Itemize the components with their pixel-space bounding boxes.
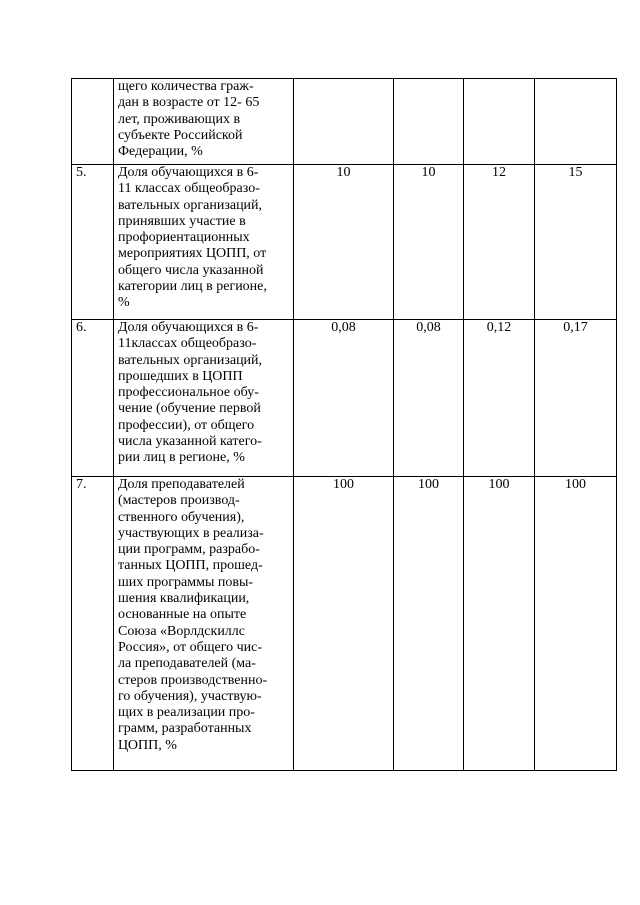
value-cell: 100 (464, 477, 535, 771)
value-cell (464, 79, 535, 165)
row-number: 5. (72, 165, 114, 320)
table-row (72, 320, 617, 477)
indicator-description: Доля обучающихся в 6- 11классах общеобразо- вательных организаций, прошедших в ЦОПП профессиональное обу- чение (обучение первой профессии), от общего числа указанной катего- рии лиц в регионе, % (114, 320, 294, 477)
value-cell: 0,12 (464, 320, 535, 477)
value-cell: 100 (294, 477, 394, 771)
indicator-description: Доля обучающихся в 6- 11 классах общеобразо- вательных организаций, принявших участие в профориентационных мероприятиях ЦОПП, от общего числа указанной категории лиц в регионе, % (114, 165, 294, 320)
value-cell (294, 79, 394, 165)
value-cell: 100 (394, 477, 464, 771)
indicators-table (71, 78, 617, 771)
value-cell (535, 79, 617, 165)
value-cell: 12 (464, 165, 535, 320)
value-cell: 0,17 (535, 320, 617, 477)
table-row (72, 165, 617, 320)
row-number: 7. (72, 477, 114, 771)
table-row (72, 79, 617, 165)
indicator-description: Доля преподавателей (мастеров производ- ственного обучения), участвующих в реализа- ции программ, разрабо- танных ЦОПП, прошед- ших программы повы- шения квалификации, основанные на опыте Союза «Ворлдскиллс Россия», от общего чис- ла преподавателей (ма- стеров производственно- го обучения), участвую- щих в реализации про- грамм, разработанных ЦОПП, % (114, 477, 294, 771)
row-number: 6. (72, 320, 114, 477)
value-cell: 10 (394, 165, 464, 320)
value-cell: 0,08 (394, 320, 464, 477)
row-number (72, 79, 114, 165)
value-cell: 10 (294, 165, 394, 320)
value-cell (394, 79, 464, 165)
table-row (72, 477, 617, 771)
value-cell: 100 (535, 477, 617, 771)
value-cell: 0,08 (294, 320, 394, 477)
indicator-description: щего количества граж- дан в возрасте от 12- 65 лет, проживающих в субъекте Российской Федерации, % (114, 79, 294, 165)
value-cell: 15 (535, 165, 617, 320)
